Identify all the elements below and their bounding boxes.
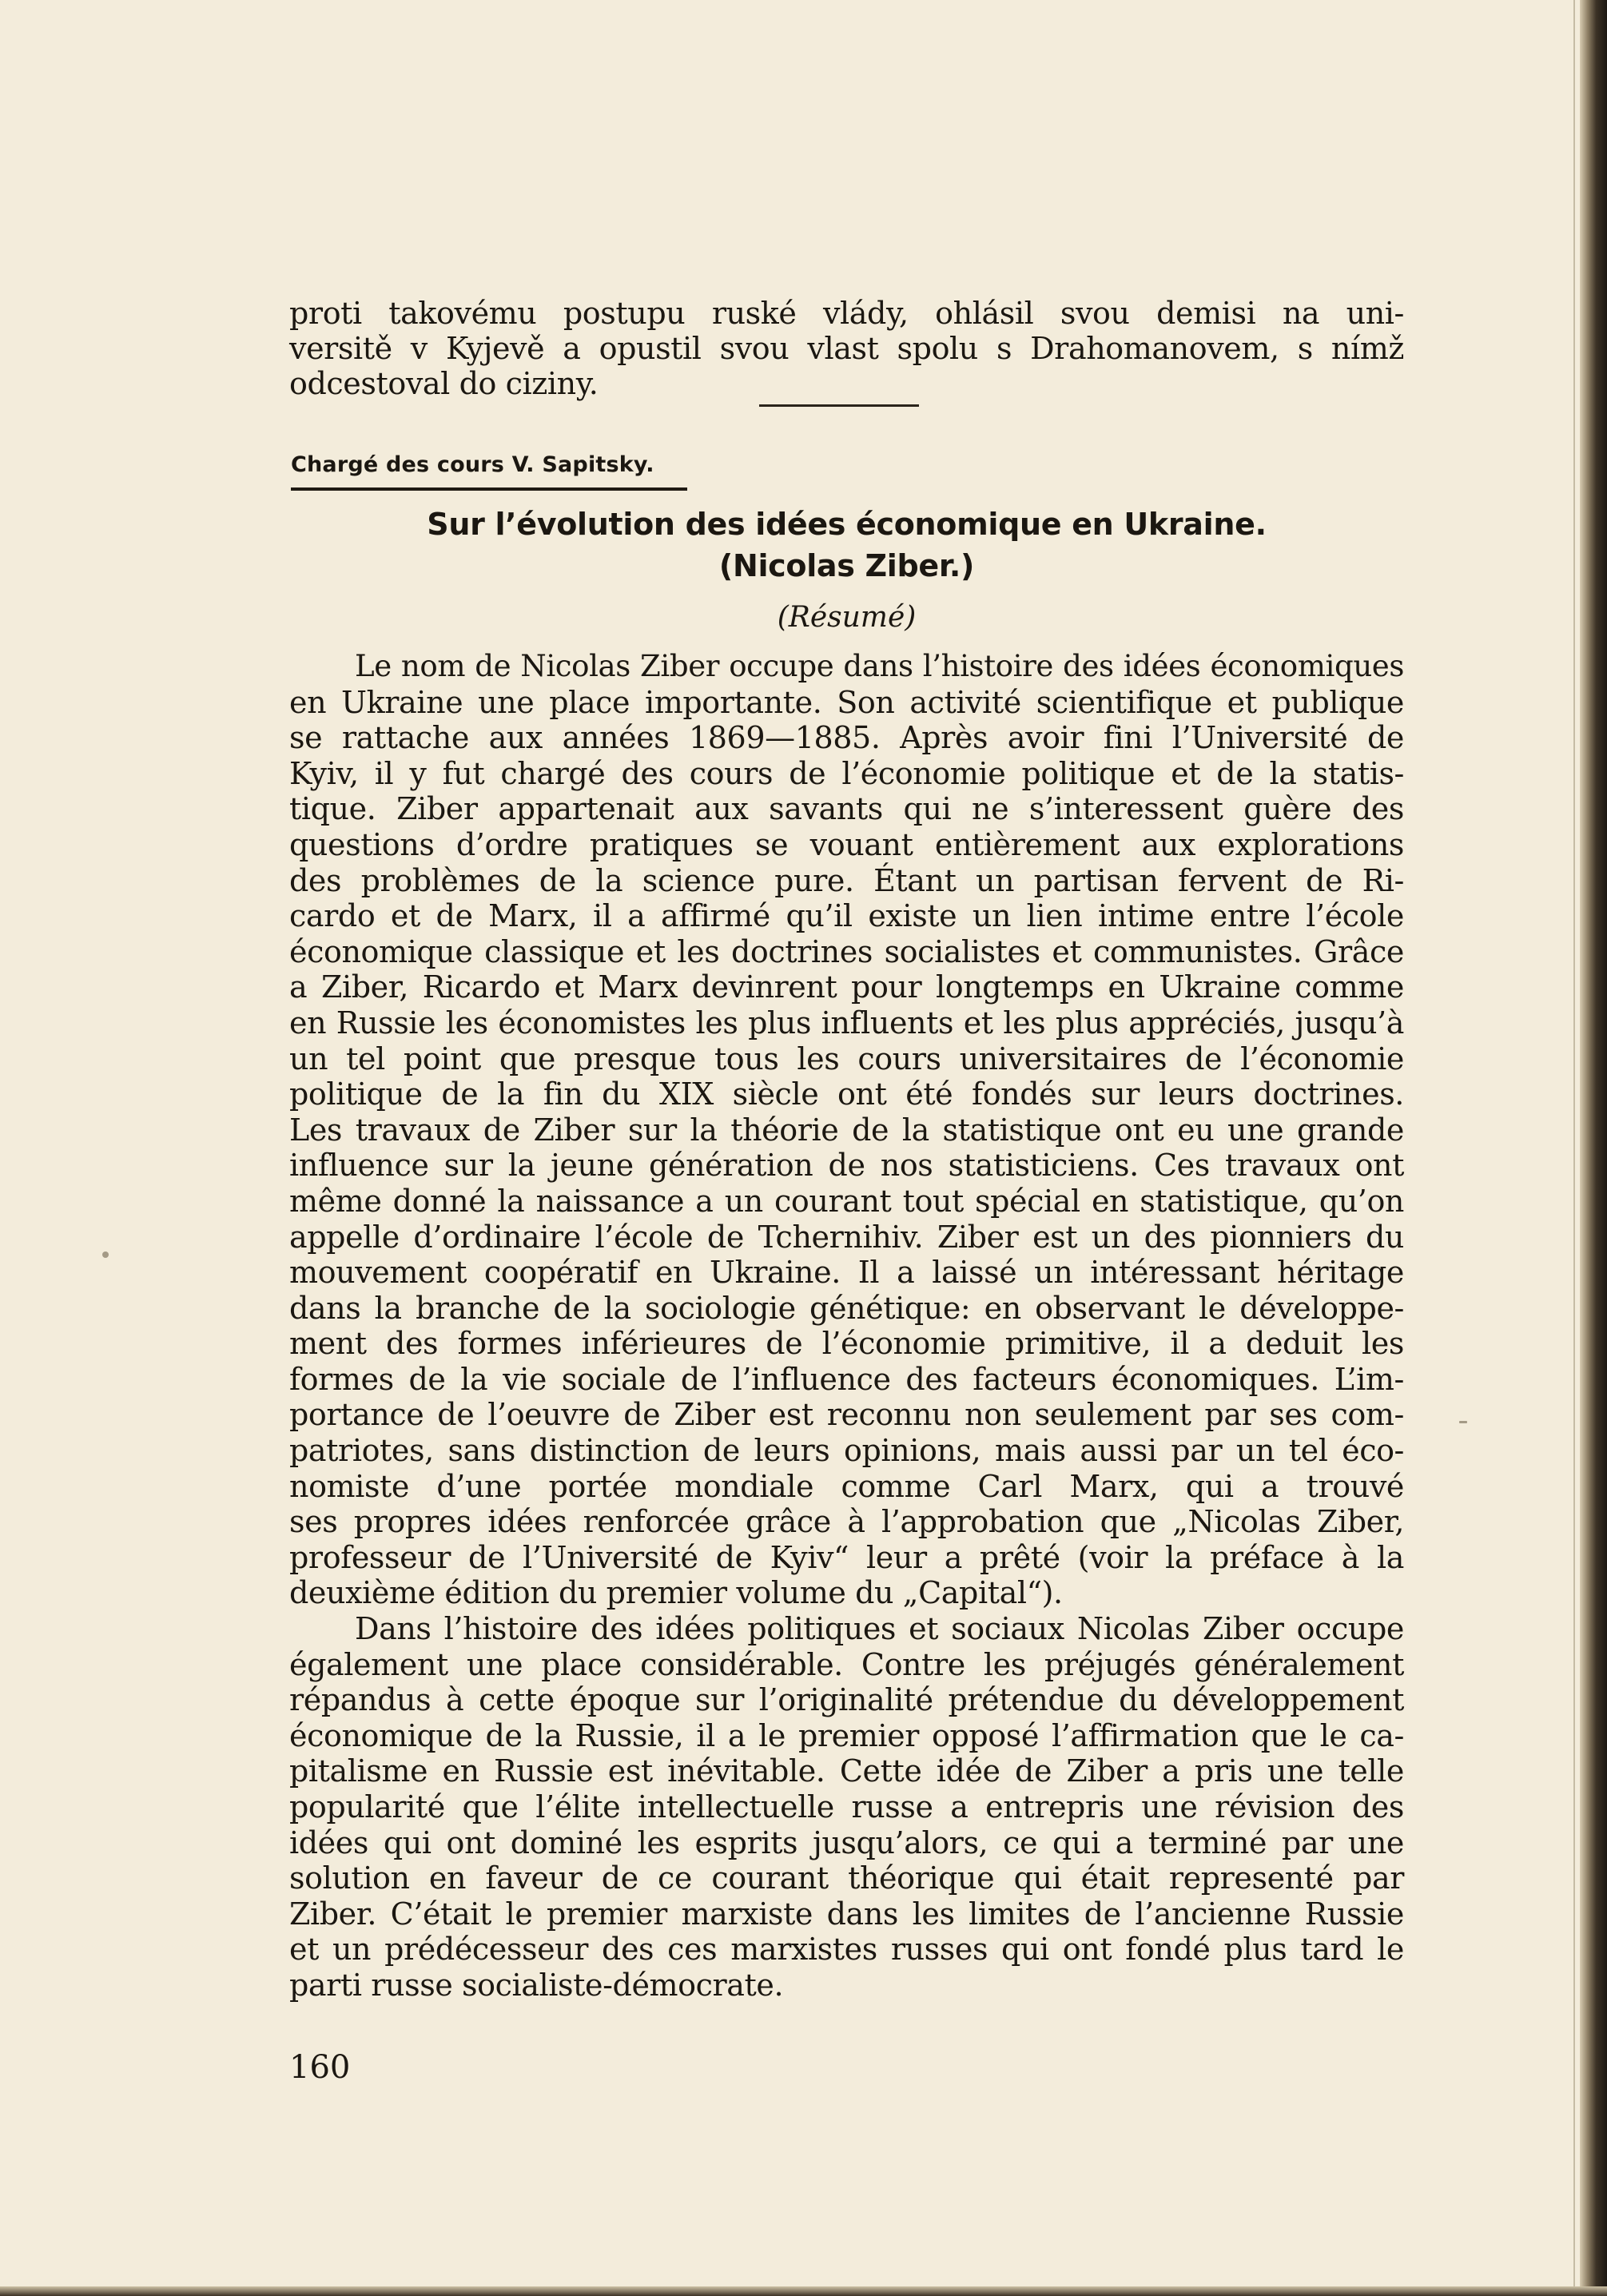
text-line: Ziber. C’était le premier marxiste dans les limites de l’ancienne Russie bbox=[289, 1896, 1404, 1932]
body-paragraph-1 bbox=[289, 649, 1404, 1611]
text-line: idées qui ont dominé les esprits jusqu’alors, ce qui a terminé par une bbox=[289, 1824, 1404, 1860]
section-divider bbox=[759, 404, 919, 407]
text-line: cardo et de Marx, il a affirmé qu’il existe un lien intime entre l’école bbox=[289, 898, 1404, 934]
text-line: et un prédécesseur des ces marxistes russes qui ont fondé plus tard le bbox=[289, 1932, 1404, 1968]
text-line: se rattache aux années 1869—1885. Après avoir fini l’Université de bbox=[289, 720, 1404, 756]
page-number: 160 bbox=[289, 2049, 351, 2086]
text-line: même donné la naissance a un courant tout spécial en statistique, qu’on bbox=[289, 1183, 1404, 1219]
text-line: tique. Ziber appartenait aux savants qui ne s’interessent guère des bbox=[289, 791, 1404, 827]
article-subtitle: (Nicolas Ziber.) bbox=[718, 548, 975, 583]
text-line: patriotes, sans distinction de leurs opinions, mais aussi par un tel éco- bbox=[289, 1433, 1404, 1469]
page-edge-line bbox=[1573, 0, 1575, 2296]
paper-speck bbox=[102, 1251, 109, 1258]
text-line: influence sur la jeune génération de nos statisticiens. Ces travaux ont bbox=[289, 1148, 1404, 1184]
text-line: formes de la vie sociale de l’influence des facteurs économiques. L’im- bbox=[289, 1361, 1404, 1397]
text-line: pitalisme en Russie est inévitable. Cette idée de Ziber a pris une telle bbox=[289, 1753, 1404, 1789]
text-line: en Ukraine une place importante. Son activité scientifique et publique bbox=[289, 684, 1404, 720]
text-line: versitě v Kyjevě a opustil svou vlast spolu s Drahomanovem, s nímž bbox=[289, 331, 1404, 366]
text-line: dans la branche de la sociologie génétique: en observant le développe- bbox=[289, 1290, 1404, 1326]
page-right-edge bbox=[1580, 0, 1607, 2296]
author-line: Chargé des cours V. Sapitsky. bbox=[291, 452, 654, 477]
text-line: odcestoval do ciziny. bbox=[289, 366, 599, 401]
text-line: Kyiv, il y fut chargé des cours de l’économie politique et de la statis- bbox=[289, 755, 1404, 791]
text-line: un tel point que presque tous les cours universitaires de l’économie bbox=[289, 1041, 1404, 1076]
text-line: répandus à cette époque sur l’originalité prétendue du développement bbox=[289, 1682, 1404, 1718]
text-line: nomiste d’une portée mondiale comme Carl Marx, qui a trouvé bbox=[289, 1468, 1404, 1504]
text-line: Le nom de Nicolas Ziber occupe dans l’histoire des idées économiques bbox=[355, 649, 1404, 683]
page-bottom-edge bbox=[0, 2286, 1607, 2296]
text-line: popularité que l’élite intellectuelle russe a entrepris une révision des bbox=[289, 1789, 1404, 1824]
text-line: économique classique et les doctrines socialistes et communistes. Grâce bbox=[289, 933, 1404, 969]
text-line: Dans l’histoire des idées politiques et sociaux Nicolas Ziber occupe bbox=[355, 1611, 1404, 1646]
text-line: solution en faveur de ce courant théorique qui était representé par bbox=[289, 1860, 1404, 1896]
resume-label: (Résumé) bbox=[777, 601, 917, 634]
text-line: en Russie les économistes les plus influents et les plus appréciés, jusqu’à bbox=[289, 1005, 1404, 1041]
text-line: politique de la fin du XIX siècle ont été fondés sur leurs doctrines. bbox=[289, 1076, 1404, 1112]
text-line: a Ziber, Ricardo et Marx devinrent pour longtemps en Ukraine comme bbox=[289, 969, 1404, 1005]
article-title: Sur l’évolution des idées économique en Ukraine. bbox=[427, 507, 1267, 542]
intro-paragraph bbox=[289, 296, 1404, 401]
text-line: ment des formes inférieures de l’économie primitive, il a deduit les bbox=[289, 1326, 1404, 1362]
text-line: mouvement coopératif en Ukraine. Il a laissé un intéressant héritage bbox=[289, 1255, 1404, 1291]
text-line: des problèmes de la science pure. Étant un partisan fervent de Ri- bbox=[289, 862, 1404, 898]
text-line: également une place considérable. Contre les préjugés généralement bbox=[289, 1646, 1404, 1682]
text-line: proti takovému postupu ruské vlády, ohlásil svou demisi na uni- bbox=[289, 296, 1404, 331]
text-line: Les travaux de Ziber sur la théorie de la statistique ont eu une grande bbox=[289, 1112, 1404, 1148]
body-paragraph-2 bbox=[289, 1611, 1404, 2004]
text-line: appelle d’ordinaire l’école de Tchernihiv. Ziber est un des pionniers du bbox=[289, 1219, 1404, 1255]
paper-speck bbox=[1459, 1421, 1467, 1423]
text-line: questions d’ordre pratiques se vouant entièrement aux explorations bbox=[289, 826, 1404, 862]
text-line: ses propres idées renforcée grâce à l’approbation que „Nicolas Ziber, bbox=[289, 1504, 1404, 1540]
author-underline bbox=[291, 487, 687, 491]
text-line: portance de l’oeuvre de Ziber est reconnu non seulement par ses com- bbox=[289, 1397, 1404, 1433]
text-line: professeur de l’Université de Kyiv“ leur a prêté (voir la préface à la bbox=[289, 1539, 1404, 1575]
text-line: économique de la Russie, il a le premier opposé l’affirmation que le ca- bbox=[289, 1717, 1404, 1753]
text-line: deuxième édition du premier volume du „Capital“). bbox=[289, 1575, 1063, 1611]
text-line: parti russe socialiste-démocrate. bbox=[289, 1967, 784, 2003]
